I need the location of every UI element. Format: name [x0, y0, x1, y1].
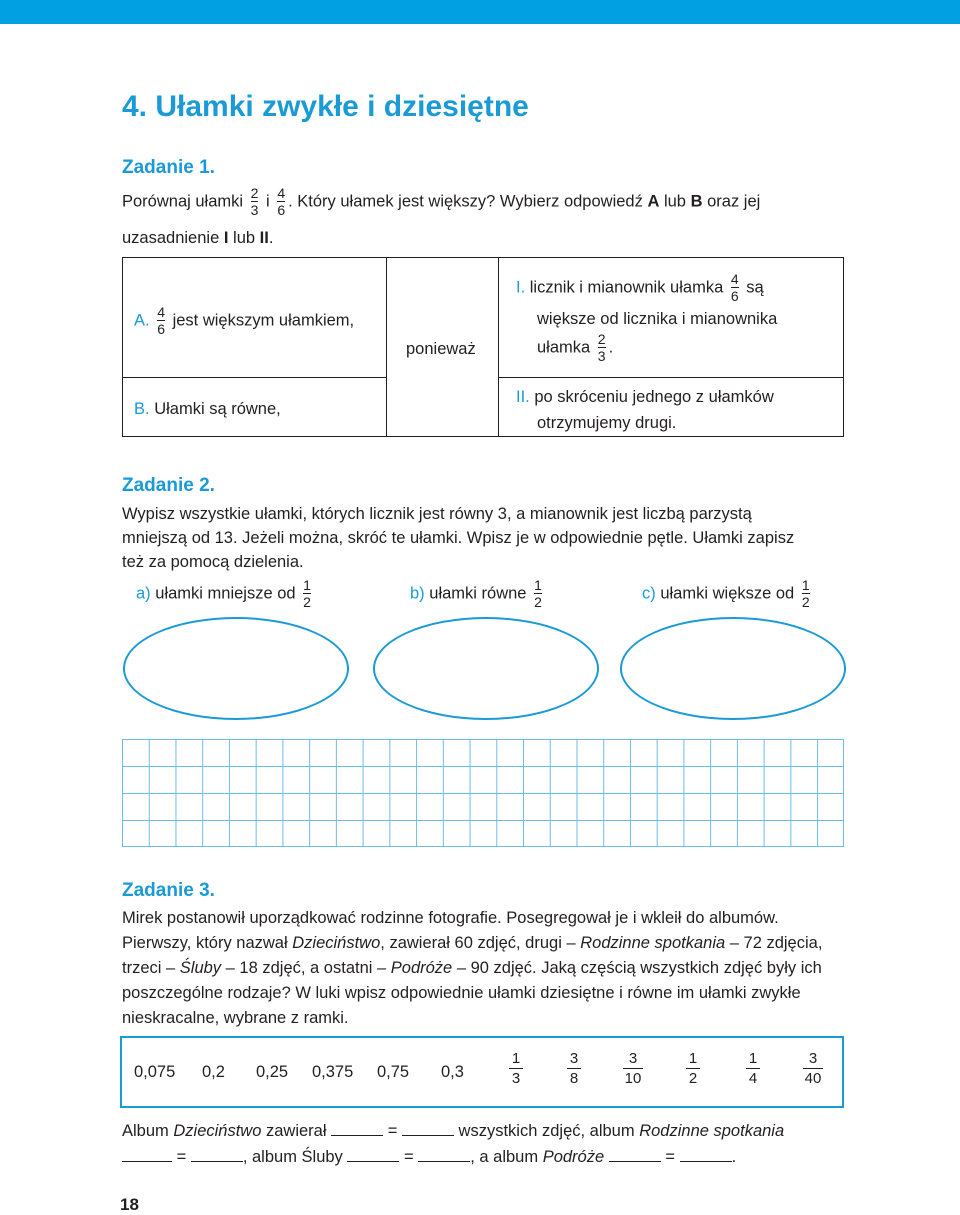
- answer-blank[interactable]: [402, 1119, 454, 1136]
- box-fraction: $\frac{3}{10}$: [624, 1050, 642, 1087]
- box-fraction: $\frac{1}{2}$: [683, 1050, 703, 1088]
- fraction-2-3: $\frac{2}{3}$: [250, 185, 259, 218]
- fraction-4-6: $\frac{4}{6}$: [277, 185, 286, 218]
- loop-label-b: b) ułamki równe $\frac{1}{2}$: [410, 577, 542, 610]
- table-divider: [498, 377, 844, 378]
- fraction-4-6: $\frac{4}{6}$: [730, 271, 739, 304]
- task3-line2: Pierwszy, który nazwał Dzieciństwo, zawierał 60 zdjęć, drugi – Rodzinne spotkania – 72 zdjęcia,: [122, 934, 823, 952]
- answer-blank[interactable]: [609, 1145, 661, 1162]
- task2-line3: też za pomocą dzielenia.: [122, 553, 304, 571]
- answer-blank[interactable]: [191, 1145, 243, 1162]
- table-divider: [386, 257, 387, 437]
- decimal-value: 0,075: [134, 1063, 176, 1081]
- task3-line1: Mirek postanowił uporządkować rodzinne fotografie. Posegregował je i wkleił do albumów.: [122, 909, 779, 927]
- box-fraction: $\frac{1}{4}$: [743, 1050, 763, 1088]
- answer-blank[interactable]: [347, 1145, 399, 1162]
- loop-a[interactable]: [123, 617, 349, 720]
- decimal-value: 0,375: [312, 1063, 354, 1081]
- task3-line3: trzeci – Śluby – 18 zdjęć, a ostatni – Podróże – 90 zdjęć. Jaką częścią wszystkich zdjęć były ich: [122, 959, 822, 977]
- task3-line4: poszczególne rodzaje? W luki wpisz odpowiednie ułamki dziesiętne i równe im ułamki zwykłe: [122, 984, 801, 1002]
- decimal-value: 0,2: [202, 1063, 225, 1081]
- task1-intro-line1: Porównaj ułamki $\frac{2}{3}$ i $\frac{4}{6}$ . Który ułamek jest większy? Wybierz odpowiedź A lub B oraz jej: [122, 185, 761, 218]
- loop-b[interactable]: [373, 617, 599, 720]
- answer-line1: Album Dzieciństwo zawierał = wszystkich zdjęć, album Rodzinne spotkania: [122, 1118, 784, 1144]
- task3-heading: Zadanie 3.: [122, 880, 215, 901]
- loop-c[interactable]: [620, 617, 846, 720]
- answer-blank[interactable]: [680, 1145, 732, 1162]
- box-fraction: $\frac{1}{3}$: [506, 1050, 526, 1088]
- page-number: 18: [120, 1195, 139, 1214]
- decimal-value: 0,3: [441, 1063, 464, 1081]
- reason-i-line1: I. licznik i mianownik ułamka $\frac{4}{6}$ są: [516, 271, 764, 304]
- table-divider: [498, 257, 499, 437]
- task2-line2: mniejszą od 13. Jeżeli można, skróć te ułamki. Wpisz je w odpowiednie pętle. Ułamki zapisz: [122, 529, 795, 547]
- answer-blank[interactable]: [122, 1145, 172, 1162]
- answer-blank[interactable]: [331, 1119, 383, 1136]
- option-b: B. Ułamki są równe,: [134, 400, 281, 418]
- task1-heading: Zadanie 1.: [122, 157, 215, 178]
- top-color-bar: [0, 0, 960, 24]
- answer-line2: = , album Śluby = , a album Podróże = .: [122, 1144, 736, 1170]
- answer-grid[interactable]: [122, 739, 844, 847]
- decimal-value: 0,75: [377, 1063, 410, 1081]
- box-fraction: $\frac{3}{40}$: [804, 1050, 822, 1087]
- task3-line5: nieskracalne, wybrane z ramki.: [122, 1009, 349, 1027]
- decimal-value: 0,25: [256, 1063, 289, 1081]
- loop-label-c: c) ułamki większe od $\frac{1}{2}$: [642, 577, 810, 610]
- fraction-1-2: $\frac{1}{2}$: [534, 577, 542, 610]
- fraction-1-2: $\frac{1}{2}$: [303, 577, 311, 610]
- fraction-4-6: $\frac{4}{6}$: [157, 304, 165, 337]
- chapter-title: 4. Ułamki zwykłe i dziesiętne: [122, 90, 529, 123]
- because-label: ponieważ: [406, 340, 476, 358]
- task1-intro-line2: uzasadnienie I lub II.: [122, 229, 274, 247]
- reason-i-line3: ułamka $\frac{2}{3}$ .: [537, 331, 614, 364]
- task2-heading: Zadanie 2.: [122, 475, 215, 496]
- answer-blank[interactable]: [418, 1145, 470, 1162]
- loop-label-a: a) ułamki mniejsze od $\frac{1}{2}$: [136, 577, 311, 610]
- box-fraction: $\frac{3}{8}$: [564, 1050, 584, 1088]
- fraction-1-2: $\frac{1}{2}$: [801, 577, 810, 610]
- task2-line1: Wypisz wszystkie ułamki, których licznik jest równy 3, a mianownik jest liczbą parzystą: [122, 505, 752, 523]
- reason-i-line2: większe od licznika i mianownika: [537, 310, 778, 328]
- reason-ii-line2: otrzymujemy drugi.: [537, 414, 677, 432]
- fraction-2-3: $\frac{2}{3}$: [597, 331, 606, 364]
- table-divider: [122, 377, 386, 378]
- reason-ii-line1: II. po skróceniu jednego z ułamków: [516, 388, 774, 406]
- option-a: A. $\frac{4}{6}$ jest większym ułamkiem,: [134, 304, 355, 337]
- number-box: [120, 1036, 844, 1108]
